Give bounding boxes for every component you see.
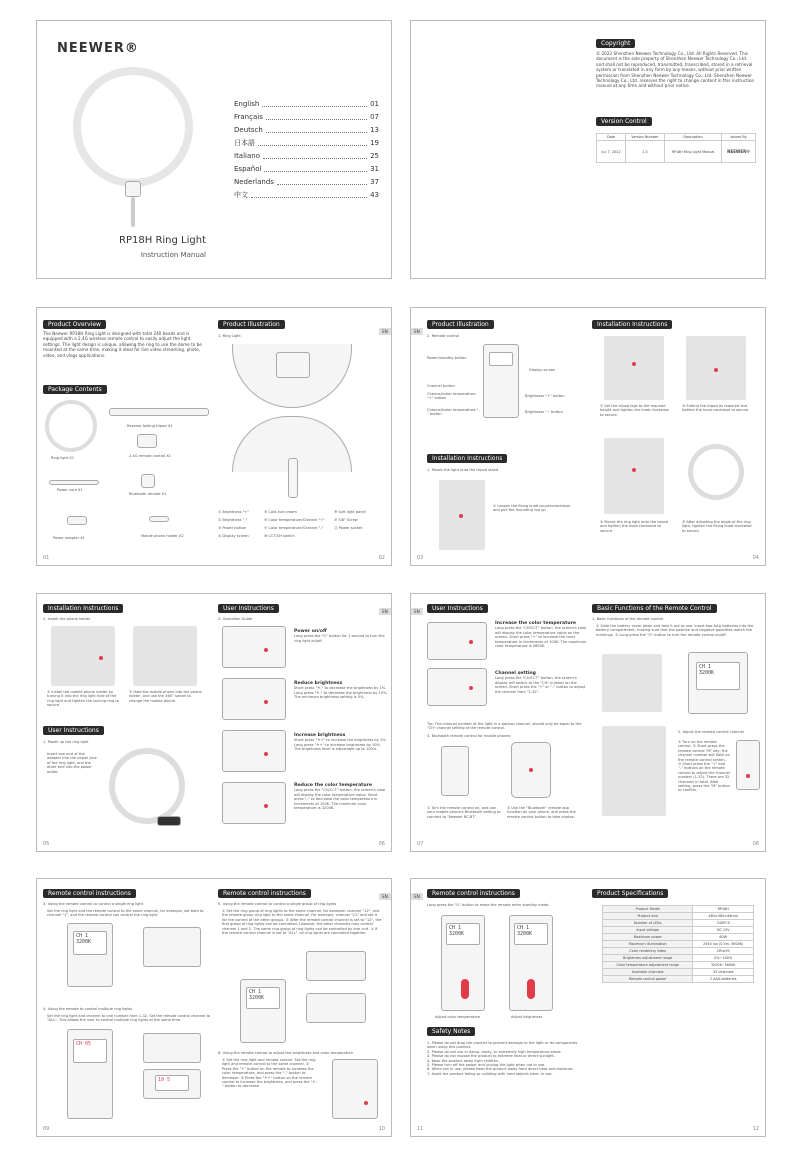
section-header: Installation Instructions [43,604,123,613]
manual-spread-1 [36,307,392,566]
page-number: 01 [43,555,50,561]
button-marker [264,752,268,756]
holder-photo [133,626,197,686]
table-row: Input voltage DC 15V [603,927,754,934]
mount-bracket-image [125,181,141,197]
operation-item [294,682,388,700]
control-panel-image [222,730,286,772]
remote-label: Channel/color temperature "-" button [427,408,480,417]
operation-text: Long press the "CH/CCT" button, the screen's color will display the color temperature value. Short press "–" to decrease the color temperature in increments of 100K. The minimum color temperature is 3200K. [294,788,386,811]
remote-display: CH 1 3200K [446,923,480,945]
operation-text: Long press the "⏻" button for 1 second to turn the ring light on/off. [294,634,385,643]
adapter-image [157,816,181,826]
language-tab: EN [411,608,423,615]
manual-page [37,879,214,1136]
manual-spread-4 [410,593,766,852]
sub-heading: 5. Using the remote control to control a single group of ring lights [218,902,337,906]
list-item: 7. Avoid the product falling or colliding with hard objects when in use. [427,1071,553,1076]
table-header: Date [597,134,626,141]
item-label: Reverse folding tripod X1 [127,424,173,428]
cover-subtitle: Instruction Manual [140,251,206,259]
sub-heading: 1. Power up the ring light [43,740,89,744]
page-number: 07 [417,841,424,847]
list-item: 2. Please do not use in damp, dusty, or extremely high temperature areas. [427,1049,562,1054]
section-header: Installation Instructions [592,320,672,329]
control-panel-image [427,622,487,660]
section-header: Remote control instructions [43,889,136,898]
page-number: 03 [417,555,424,561]
page-number: 06 [378,841,385,847]
operation-title: Power on/off [294,629,327,634]
safety-list [427,1041,587,1076]
part-label: ⑦ Color temperature/Channel "-" [264,526,324,530]
operation-item [294,630,388,643]
spec-table [602,905,754,983]
list-item: 6. When not in use, please keep the product away from direct heat and moisture. [427,1067,574,1072]
button-marker [364,1101,368,1105]
overview-text: The Neewer RP18H Ring Light is designed with total 240 beads and is equipped with a 2.4G wireless remote control to easily adjust the light settings. The light design is unique, allowing the ring to use the dome to be mounted at the same time, making it ideal for live video streaming, photo, video, and vlogs applications. [43,331,202,358]
bt-marker [529,768,533,772]
table-cell: Jul. 7, 2022 [597,141,626,163]
step-caption: Insert one end of the adapter into the power jack of the ring light, and the other end into the power outlet. [47,752,97,774]
manual-page [588,879,765,1136]
toc-entry[interactable]: 中文 43 [234,191,379,199]
page-number: 05 [43,841,50,847]
cover-title: RP18H Ring Light [119,235,206,246]
knob-marker [459,514,463,518]
step-caption: ⑤ After adjusting the angle of the ring light, tighten the fixing knob clockwise to secure. [682,520,752,533]
table-header: Description [664,134,722,141]
bt-remote-image [441,746,469,796]
part-label: ③ Power button [218,526,247,530]
remote-display: CH 1 3200K [73,931,107,955]
part-label: ⑥ Color temperature/Channel "+" [264,518,325,522]
operation-title: Channel setting [495,671,536,676]
light-panel-image [306,951,366,981]
section-header: Product Specifications [592,889,668,898]
part-label: ⑧ CCT/CH switch [264,534,295,538]
table-header: Issued By [722,134,756,141]
table-row: Color rendering index CRI≥95 [603,948,754,955]
step-caption: ② Hold the mobile phone into the phone holder, and use the 360° swivel to change the mobile phone. [129,690,202,703]
remote-photo [602,726,666,816]
copyright-page [588,21,765,278]
manual-spread-5 [36,878,392,1137]
sub-heading: 1. Basic functions of the remote control [592,617,664,621]
remote-display [489,352,513,366]
part-label: ④ Display screen [218,534,249,538]
ring-light-image [45,400,97,452]
manual-page [214,594,391,851]
remote-label: Power/standby button [427,356,467,360]
phone-holder-image [149,516,169,522]
language-tab: EN [379,608,391,615]
holder-photo [51,626,115,686]
item-label: Ring light X1 [51,456,75,460]
manual-page [37,594,214,851]
instruction-text: ① Set the ring light and remote control. Set the ring light and remote control to the same channel. ② Press the "+" button on the remote to increase the color temperature, and press the "–" button to decrease. ③ Press the "☀+" button on the remote control to increase the brightness, and press the "☀-" button to decrease. [222,1058,317,1089]
control-panel-image [222,626,286,668]
brand-logo: NEEWER® [57,41,139,56]
blank-page [411,21,588,278]
table-row: Maximum illumination 2540 lux (0.5m, 5600K) [603,941,754,948]
version-table [596,133,756,163]
item-label: 2.4G remote control X1 [129,454,172,458]
control-panel [276,352,310,378]
remote-image [736,740,760,790]
manual-page [411,308,588,565]
control-panel-image [222,782,286,824]
section-header: Product Overview [43,320,106,329]
toc-entry[interactable]: Nederlands 37 [234,178,379,186]
remote-display: CH 1 3200K [246,987,280,1009]
adjust-text: ① Turn on the remote control. ② Short press the remote control "M" key; the channel number will flash on the remote control screen. ③ Short press the "+" and "–" buttons on the remote control to adjust the channel number (1-32). There are 32 channels in total. After setting, press the "M" button to confirm. [678,740,730,793]
section-header: Basic Functions of the Remote Control [592,604,717,613]
table-row: Product size 480×480×44mm [603,913,754,920]
operation-text: Short press "☀-" to decrease the brightness by 1%. Long press "☀-" to decrease the brightness by 10%. The minimum brightness setting is 0%. [294,686,388,700]
table-row: Number of LEDs 240PCS [603,920,754,927]
button-marker [469,640,473,644]
remote-label: Channel/color temperature "+" button [427,392,476,401]
sub-heading: 2. Operation Guide [218,617,253,621]
operation-title: Increase the color temperature [495,621,577,626]
part-label: ② Brightness "-" [218,518,248,522]
manual-spread-2 [410,307,766,566]
remote-display: CH 05 [73,1039,107,1063]
toc-entry[interactable]: Español 31 [234,165,379,173]
part-label: ⑩ 5/8" Screw [334,518,358,522]
item-label: Power adapter X1 [53,536,85,540]
language-tab: EN [411,328,423,335]
cord-image [49,480,99,485]
page-number: 09 [43,1126,50,1132]
operation-item [294,734,388,752]
section-header: Product Illustration [218,320,285,329]
light-display: 10 5 [155,1075,189,1091]
button-marker [264,804,268,808]
ring-photo [604,438,664,514]
table-row: Available channels 32 channels [603,969,754,976]
sub-heading: 2. Adjust the remote control channel [678,730,744,734]
section-header: User Instructions [218,604,279,613]
section-header: Product Illustration [427,320,494,329]
ring-light-image [73,67,193,187]
list-item: 3. Please do not expose the product to extreme heat or direct sunlight. [427,1054,555,1059]
manual-page [214,879,391,1136]
button-marker [461,979,469,999]
manual-page [214,308,391,565]
instruction-text: Set the ring light and the remote control to the same channel, for example, set both to channel "1", and the remote control can control the ring light. [47,909,204,918]
part-label: ⑤ Cold-hue cream [264,510,297,514]
sub-heading: 1. Ring Light [218,334,241,338]
operation-text: Long press the "CH/CCT" button, the screen's color will display the color temperature value on the screen. Short press "+" to increase the color temperature in increments of 100K. The maximum color temperature is 5600K. [495,626,587,649]
step-caption: ③ Extend the tripod as required and tighten the knob clockwise to secure. [682,404,750,413]
step-caption: ② Use the "Bluetooth" remote app function on your phone, and press the remote control button to take photos. [507,806,576,819]
operation-text: Short press "☀+" to increase the brightness by 1%. Long press "☀+" to increase brightness by 10%. The brightness level is adjustable up to 100%. [294,738,387,752]
manual-page [588,594,765,851]
step-caption: ① Loosen the fixing knob counterclockwise and pull the mounting rod up [493,504,571,513]
bt-remote-image [141,474,155,488]
manual-page [411,594,588,851]
remote-label: Display screen [529,368,556,372]
step-caption: ② Set the tripod legs to the required height and tighten the knob clockwise to secure. [600,404,669,417]
button-marker [469,686,473,690]
operation-item [495,672,587,694]
table-row: Remote control power 2 AAA batteries [603,976,754,983]
table-row: Product Model RP18H [603,906,754,913]
remote-label: Brightness "+" button [525,394,565,398]
section-header: Remote control instructions [427,889,520,898]
toc-entry[interactable]: Italiano 25 [234,152,379,160]
section-header: User Instructions [427,604,488,613]
sub-heading: 2. Remote control [427,334,460,338]
cover-spread [36,20,392,279]
sub-heading: 1. Mount the light onto the tripod stand [427,468,499,472]
ring-light-image [688,444,744,500]
step-caption: ① Install the mobile phone holder by turning it into the ring light hole of the ring light and tighten the locking ring to secure. [47,690,119,708]
arrow-marker [632,468,636,472]
manual-spread-3 [36,593,392,852]
table-cell: 1.0 [626,141,665,163]
basic-text: ① Slide the battery cover down and take it out to use. Insert two AAA batteries into the battery compartment, making sure that the positive and negative polarities match the markings. ② Long press the "⏻" button to turn the remote control on/off. [596,624,754,637]
step-caption: ④ Mount the ring light onto the tripod and tighten the knob clockwise to secure. [600,520,669,533]
list-item: 1. Please do not drop the product to prevent damage to the light or its components when using this product. [427,1041,578,1050]
remote-display: CH 1 3200K [514,923,548,945]
instruction-text: ① Set the ring group of ring lights to the same channel, for example: channel "12", and the remote group ring light to the same channel. For example, channel "12" and set it for the control of the other groups. ② After the remote control channel is set to "12", the first group of ring lights can be controlled. Likewise, the other channels may control channel 1 and 2. The same ring group of ring lights can be controlled by one unit. ③ If the remote control channel is set to "ALL", all ring lights are controlled together. [222,909,382,936]
instruction-text: Set the ring light and channel to one number from 1-32. Set the remote control channel to "ALL". This allows the user to control multiple ring lights at the same time. [47,1014,211,1023]
copyright-spread [410,20,766,279]
instruction-text: Long press the "⏻" button to make the remote enter standby mode. [427,903,550,907]
table-cell: NEEWER® [722,141,756,163]
part-label: ① Brightness "+" [218,510,249,514]
light-panel-image [143,927,201,967]
manual-page [411,879,588,1136]
operation-title: Reduce the color temperature [294,783,373,788]
sub-heading: 2. Install the phone holder [43,617,91,621]
remote-label: Channel button [427,384,455,388]
page-number: 08 [752,841,759,847]
section-header: Copyright [596,39,635,48]
section-header: Package Contents [43,385,107,394]
tip-text: Tip: The channel number of the light in a backup channel, should only be equal to the "CH" channel setting of the remote control. [427,722,582,731]
manual-spread-6 [410,878,766,1137]
section-header: Installation Instructions [427,454,507,463]
table-header: Version Number [626,134,665,141]
page-number: 12 [752,1126,759,1132]
button-marker [527,979,535,999]
item-label: Mobile phone holder X2 [141,534,184,538]
tripod-image [109,408,209,416]
button-marker [746,774,750,778]
section-header: Remote control instructions [218,889,311,898]
copyright-text: © 2022 Shenzhen Neewer Technology Co., Ltd. All Rights Reserved. This document is the sole property of Shenzhen Neewer Technology Co., Ltd. and shall not be reproduced, transmitted, transcribed, stored in a retrieval system or translated in any form by any means, without prior written permission from Shenzhen Neewer Technology Co., Ltd. Shenzhen Neewer Technology Co., Ltd. reserves the right to change content in this instruction manual at any time and without prior notice. [596,51,755,89]
section-header: Safety Notes [427,1027,475,1036]
item-label: Power cord X1 [57,488,83,492]
language-tab: EN [411,893,423,900]
tripod-photo [604,336,664,400]
button-marker [264,700,268,704]
sub-heading: 4. Using the remote to control multiple ring lights [43,1007,133,1011]
table-row: Color temperature adjustment range 3200K~5600K [603,962,754,969]
mount-diagram [288,458,298,498]
part-label: ⑨ Soft light panel [334,510,366,514]
knob-marker [632,362,636,366]
sub-heading: 6. Using the remote control to adjust the brightness and color temperature [218,1051,354,1055]
ring-light-image [109,748,185,824]
toc-entry[interactable]: English 01 [234,100,379,108]
sub-heading: 3. Bluetooth remote control for mobile phones [427,734,511,738]
section-header: Version Control [596,117,652,126]
list-item: 5. Please turn off the power and unplug the light when not in use. [427,1063,546,1068]
toc-entry[interactable]: 日本語 19 [234,139,379,147]
image-caption: Adjust color temperature [435,1015,480,1019]
sub-heading: 3. Using the remote control to control a single ring light [43,902,144,906]
image-caption: Adjust brightness [511,1015,543,1019]
knob-marker [714,368,718,372]
page-number: 10 [378,1126,385,1132]
toc-entry[interactable]: Deutsch 13 [234,126,379,134]
step-caption: ① Turn the remote control on, and use your mobile phone's Bluetooth setting to connect to "Neewer RC-BT". [427,806,501,819]
toc-entry[interactable]: Français 07 [234,113,379,121]
control-panel-image [427,668,487,706]
control-panel-image [222,678,286,720]
button-marker [264,648,268,652]
operation-item [294,784,388,810]
manual-page [588,308,765,565]
section-header: User Instructions [43,726,104,735]
operation-title: Reduce brightness [294,681,343,686]
operation-item [495,622,587,648]
operation-text: Long press the "CH/CCT" button, the screen's display will switch to the "CH" number on the screen. Short press the "+" or "–" button to adjust the channel from "1-32". [495,676,586,694]
light-panel-image [143,1033,201,1063]
page-number: 02 [378,555,385,561]
contents-page [214,21,391,278]
stand-image [131,197,135,227]
page-number: 11 [417,1126,424,1132]
page-number: 04 [752,555,759,561]
table-row: Maximum power 60W [603,934,754,941]
adapter-image [67,516,87,525]
remote-display: CH 1 3200K [696,662,740,690]
part-label: ⑪ Power socket [334,526,363,530]
language-tab: EN [379,328,391,335]
light-panel-image [306,993,366,1023]
holder-marker [99,656,103,660]
remote-image [332,1059,378,1119]
battery-photo [602,654,662,712]
table-cell: RP18H Ring Light Manual [664,141,722,163]
remote-image [137,434,157,448]
remote-label: Brightness "-" button [525,410,563,414]
cover-page [37,21,214,278]
manual-page [37,308,214,565]
language-tab: EN [379,893,391,900]
table-row: Brightness adjustment range 0%~100% [603,955,754,962]
item-label: Bluetooth remote X1 [129,492,167,496]
operation-title: Increase brightness [294,733,346,738]
list-item: 4. Keep the product away from children. [427,1058,500,1063]
